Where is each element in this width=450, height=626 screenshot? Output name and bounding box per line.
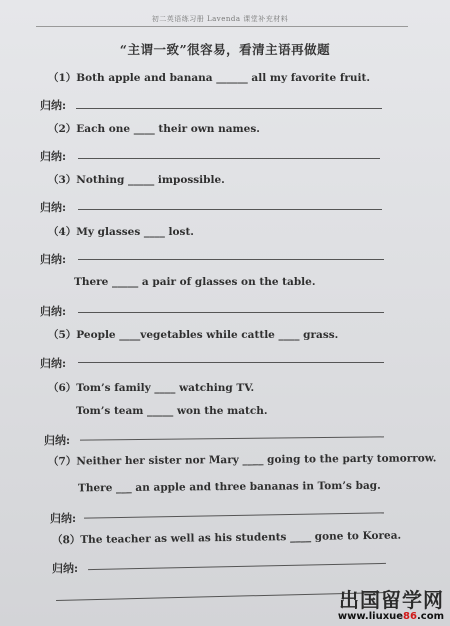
summary-label-5: 归纳:	[40, 357, 67, 370]
header-divider	[36, 26, 408, 27]
question-3: （3）Nothing _____ impossible.	[48, 174, 225, 186]
answer-line-8	[88, 563, 386, 570]
question-6: （6）Tom’s family ____ watching TV.	[48, 382, 255, 394]
answer-line-7	[84, 512, 384, 518]
question-2: （2）Each one ____ their own names.	[48, 123, 260, 135]
summary-label-7: 归纳:	[50, 512, 77, 525]
question-5: （5）People ____vegetables while cattle ____ grass.	[48, 329, 339, 341]
answer-line-4b	[78, 312, 384, 313]
page-header: 初二英语练习册 Lavenda 课堂补充材料	[151, 15, 289, 23]
question-7: （7）Neither her sister nor Mary ____ going to the party tomorrow.	[47, 452, 437, 468]
question-6b: Tom’s team _____ won the match.	[76, 405, 268, 417]
summary-label-3: 归纳:	[40, 201, 67, 214]
summary-label-4a: 归纳:	[40, 253, 67, 266]
watermark-logo-text: 出国留学网	[339, 588, 444, 612]
summary-label-8: 归纳:	[52, 562, 79, 575]
watermark-url-suffix: .com	[416, 611, 444, 622]
summary-label-6: 归纳:	[44, 434, 71, 447]
worksheet-title: “主谓一致”很容易，看清主语再做题	[119, 42, 331, 57]
summary-label-1: 归纳:	[40, 99, 67, 112]
watermark-url-prefix: www.liuxue	[337, 611, 404, 622]
answer-line-8b	[56, 592, 386, 601]
question-7b: There ___ an apple and three bananas in Tom’s bag.	[77, 479, 381, 495]
answer-line-6	[80, 436, 384, 440]
question-4: （4）My glasses ____ lost.	[48, 226, 194, 238]
site-watermark	[338, 584, 444, 622]
answer-line-4a	[78, 259, 384, 260]
answer-line-2	[78, 158, 380, 159]
summary-label-4b: 归纳:	[40, 305, 67, 318]
answer-line-5	[78, 362, 384, 363]
question-1: （1）Both apple and banana ______ all my favorite fruit.	[48, 72, 371, 84]
question-4b: There _____ a pair of glasses on the table.	[74, 276, 316, 288]
summary-label-2: 归纳:	[40, 150, 67, 163]
watermark-url-highlight: 86	[403, 611, 417, 622]
answer-line-1	[76, 108, 382, 109]
question-8: （8）The teacher as well as his students ____ gone to Korea.	[51, 529, 402, 547]
watermark-url	[338, 611, 444, 622]
answer-line-3	[78, 209, 382, 210]
